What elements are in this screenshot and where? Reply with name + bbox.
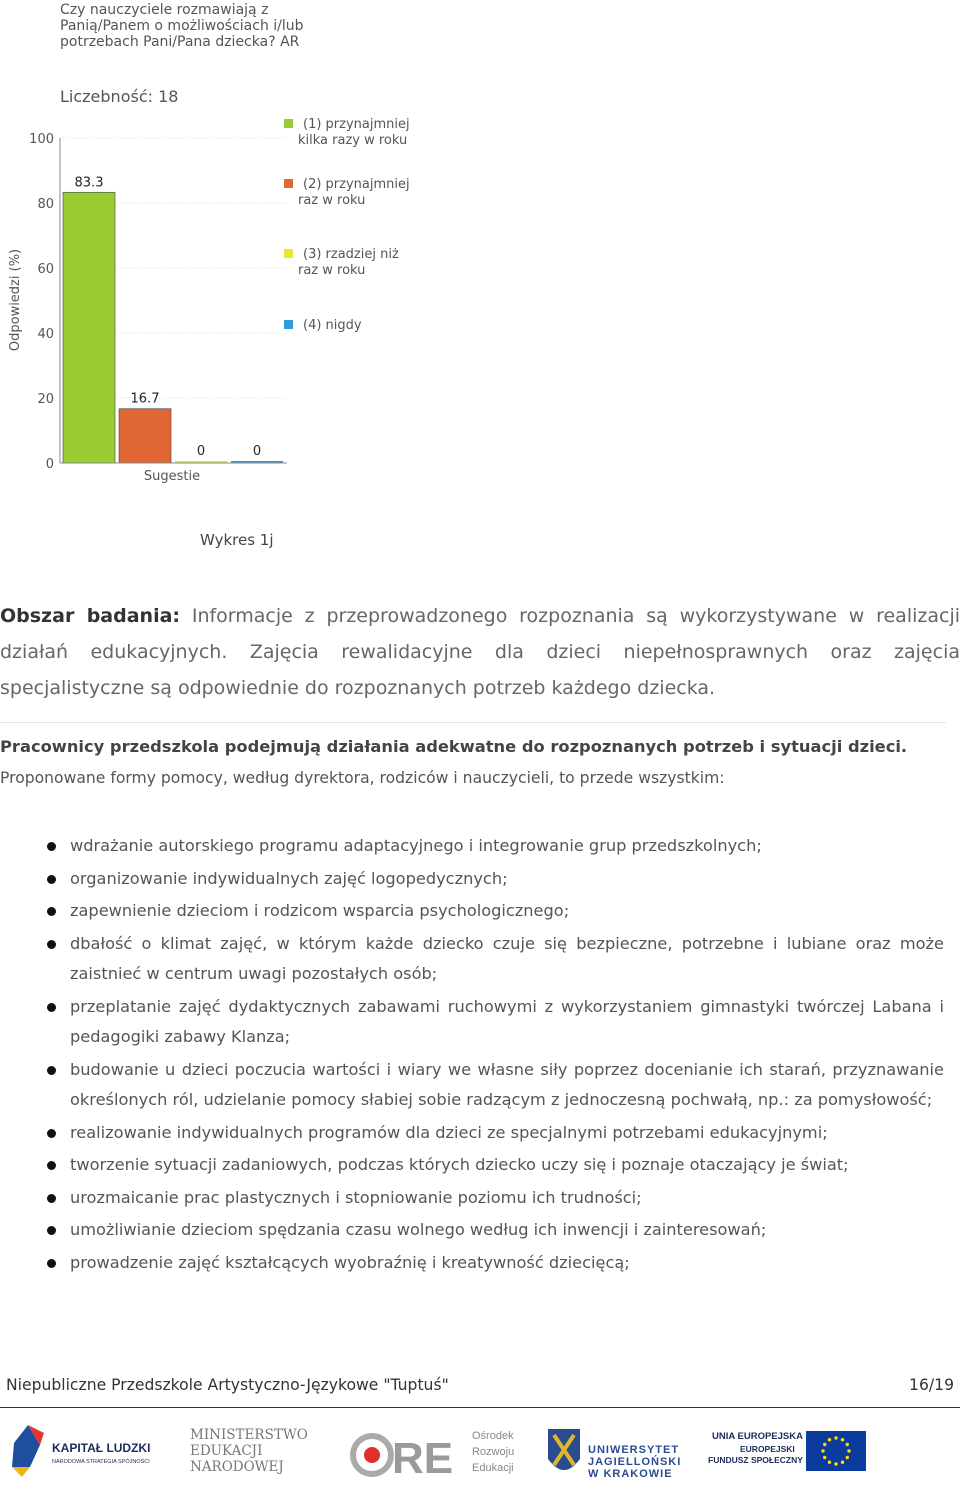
list-item bbox=[0, 864, 944, 895]
legend-swatch bbox=[284, 320, 293, 329]
star-icon bbox=[828, 1438, 831, 1441]
list-item bbox=[0, 896, 944, 927]
research-area-label: Obszar badania: bbox=[0, 605, 181, 627]
list-item-text: prowadzenie zajęć kształcących wyobraźnię i kreatywność dziecięcą; bbox=[70, 1252, 630, 1272]
legend-label: (3) rzadziej niż bbox=[303, 247, 399, 262]
chart-count-label: Liczebność: 18 bbox=[60, 87, 179, 106]
y-tick-label: 0 bbox=[45, 457, 54, 472]
legend-swatch bbox=[284, 179, 293, 188]
bullet-icon bbox=[47, 907, 56, 916]
list-item bbox=[0, 1055, 944, 1116]
svg-text:FUNDUSZ SPOŁECZNY: FUNDUSZ SPOŁECZNY bbox=[708, 1455, 803, 1465]
svg-text:EUROPEJSKI: EUROPEJSKI bbox=[740, 1444, 795, 1454]
kapital-ludzki-logo bbox=[12, 1425, 150, 1477]
list-item bbox=[0, 929, 944, 990]
sponsor-logos bbox=[0, 1415, 960, 1496]
list-item-text: zapewnienie dzieciom i rodzicom wsparcia psychologicznego; bbox=[70, 901, 570, 920]
chart-title-line: Panią/Panem o możliwościach i/lub bbox=[60, 18, 304, 34]
bar bbox=[119, 409, 171, 463]
svg-text:UNIWERSYTET: UNIWERSYTET bbox=[588, 1444, 680, 1456]
bar-chart bbox=[0, 0, 440, 500]
bar-value-label: 0 bbox=[196, 444, 206, 459]
legend-label: kilka razy w roku bbox=[298, 133, 408, 148]
chart-title-line: potrzebach Pani/Pana dziecka? AR bbox=[60, 34, 300, 50]
x-category-label: Sugestie bbox=[143, 469, 201, 484]
bullet-icon bbox=[47, 842, 56, 851]
star-icon bbox=[823, 1456, 826, 1459]
footer-institution-name: Niepubliczne Przedszkole Artystyczno-Językowe "Tuptuś" bbox=[6, 1376, 449, 1394]
list-item-text: realizowanie indywidualnych programów dla dzieci ze specjalnymi potrzebami edukacyjnymi; bbox=[70, 1122, 828, 1142]
legend-label: (4) nigdy bbox=[303, 318, 362, 333]
chart-caption: Wykres 1j bbox=[200, 531, 274, 549]
legend-label: (1) przynajmniej bbox=[303, 117, 410, 132]
star-icon bbox=[828, 1461, 831, 1464]
y-tick-labels bbox=[29, 132, 54, 472]
ore-wordmark: RE bbox=[392, 1434, 454, 1483]
svg-text:JAGIELLOŃSKI: JAGIELLOŃSKI bbox=[588, 1456, 682, 1468]
legend-label: raz w roku bbox=[298, 263, 366, 278]
list-item-text: przeplatanie zajęć dydaktycznych zabawami ruchowymi z wykorzystaniem gimnastyki twórczej Labana i pedagogiki zabawy Klanza; bbox=[70, 996, 944, 1046]
bullet-icon bbox=[47, 1226, 56, 1235]
chart-title-line: Czy nauczyciele rozmawiają z bbox=[60, 2, 269, 18]
bullet-icon bbox=[47, 1129, 56, 1138]
list-item-text: tworzenie sytuacji zadaniowych, podczas których dziecko uczy się i poznaje otaczający je świat; bbox=[70, 1155, 849, 1174]
kapital-ludzki-title: KAPITAŁ LUDZKI bbox=[52, 1441, 151, 1455]
svg-text:EDUKACJI: EDUKACJI bbox=[190, 1443, 263, 1459]
star-icon bbox=[841, 1438, 844, 1441]
chart-title bbox=[60, 2, 304, 50]
help-forms-list bbox=[0, 831, 944, 1280]
bar-value-label: 83.3 bbox=[74, 175, 104, 191]
legend-swatch bbox=[284, 119, 293, 128]
divider bbox=[0, 722, 946, 723]
legend-label: raz w roku bbox=[298, 193, 366, 208]
list-item bbox=[0, 831, 944, 862]
uj-logo bbox=[548, 1429, 681, 1480]
bullet-icon bbox=[47, 1259, 56, 1268]
bullet-icon bbox=[47, 1003, 56, 1012]
list-item bbox=[0, 1183, 944, 1214]
legend bbox=[284, 117, 410, 333]
svg-text:Rozwoju: Rozwoju bbox=[472, 1446, 515, 1458]
star-icon bbox=[841, 1461, 844, 1464]
y-tick-label: 60 bbox=[37, 262, 54, 277]
list-item bbox=[0, 1215, 944, 1246]
star-icon bbox=[846, 1456, 849, 1459]
bar bbox=[63, 192, 115, 463]
bars bbox=[63, 192, 283, 463]
research-area-text: Informacje z przeprowadzonego rozpoznania są wykorzystywane w realizacji działań edukacyjnych. Zajęcia rewalidacyjne dla dzieci niepełnosprawnych oraz zajęcia specjalistyczne są odpowiednie do rozpoznanych potrzeb każdego dziecka. bbox=[0, 605, 960, 699]
y-axis-label: Odpowiedzi (%) bbox=[8, 248, 23, 352]
y-tick-label: 100 bbox=[29, 132, 54, 147]
svg-text:NARODOWEJ: NARODOWEJ bbox=[190, 1459, 284, 1475]
bullet-icon bbox=[47, 875, 56, 884]
y-tick-label: 20 bbox=[37, 392, 54, 407]
list-item-text: wdrażanie autorskiego programu adaptacyjnego i integrowanie grup przedszkolnych; bbox=[70, 836, 762, 855]
bullet-icon bbox=[47, 1161, 56, 1170]
list-item-text: urozmaicanie prac plastycznych i stopniowanie poziomu ich trudności; bbox=[70, 1187, 642, 1207]
intro-text: Proponowane formy pomocy, według dyrektora, rodziców i nauczycieli, to przede wszystkim: bbox=[0, 769, 725, 787]
list-item bbox=[0, 992, 944, 1053]
list-item-text: organizowanie indywidualnych zajęć logopedycznych; bbox=[70, 868, 508, 888]
svg-text:W KRAKOWIE: W KRAKOWIE bbox=[588, 1468, 673, 1480]
svg-text:Ośrodek: Ośrodek bbox=[472, 1430, 514, 1442]
list-item-text: dbałość o klimat zajęć, w którym każde dziecko czuje się bezpieczne, potrzebne i lubiane oraz może zaistnieć w centrum uwagi pozostałych osób; bbox=[70, 933, 944, 983]
list-item-text: umożliwianie dzieciom spędzania czasu wolnego według ich inwencji i zainteresowań; bbox=[70, 1220, 767, 1239]
list-item bbox=[0, 1118, 944, 1149]
legend-label: (2) przynajmniej bbox=[303, 177, 410, 192]
star-icon bbox=[821, 1449, 824, 1452]
list-item-text: budowanie u dzieci poczucia wartości i wiary we własne siły poprzez docenianie ich starań, przyznawanie określonych ról, udzielanie pomocy słabiej sobie radzącym z jednoczesną pochwałą, np.: za pomysłowość; bbox=[70, 1059, 944, 1109]
section-heading: Pracownicy przedszkola podejmują działania adekwatne do rozpoznanych potrzeb i sytuacji dzieci. bbox=[0, 737, 908, 756]
ore-logo bbox=[353, 1430, 514, 1483]
research-area-paragraph bbox=[0, 598, 960, 706]
bullet-icon bbox=[47, 1066, 56, 1075]
y-tick-label: 80 bbox=[37, 197, 54, 212]
footer-divider bbox=[0, 1407, 960, 1408]
star-icon bbox=[846, 1443, 849, 1446]
star-icon bbox=[834, 1436, 837, 1439]
eu-logo bbox=[708, 1431, 866, 1471]
bar-value-label: 16.7 bbox=[130, 391, 160, 407]
star-icon bbox=[823, 1443, 826, 1446]
bullet-icon bbox=[47, 940, 56, 949]
svg-text:MINISTERSTWO: MINISTERSTWO bbox=[190, 1427, 308, 1443]
bullet-icon bbox=[47, 1194, 56, 1203]
svg-text:Edukacji: Edukacji bbox=[472, 1462, 514, 1474]
footer-page-number: 16/19 bbox=[909, 1376, 954, 1394]
list-item bbox=[0, 1150, 944, 1181]
star-icon bbox=[847, 1449, 850, 1452]
legend-swatch bbox=[284, 249, 293, 258]
svg-text:UNIA EUROPEJSKA: UNIA EUROPEJSKA bbox=[712, 1431, 803, 1442]
kapital-ludzki-subtitle: NARODOWA STRATEGIA SPÓJNOŚCI bbox=[52, 1459, 150, 1465]
bar-value-label: 0 bbox=[252, 444, 262, 459]
y-tick-label: 40 bbox=[37, 327, 54, 342]
star-icon bbox=[834, 1462, 837, 1465]
list-item bbox=[0, 1248, 944, 1279]
men-logo bbox=[190, 1427, 308, 1475]
